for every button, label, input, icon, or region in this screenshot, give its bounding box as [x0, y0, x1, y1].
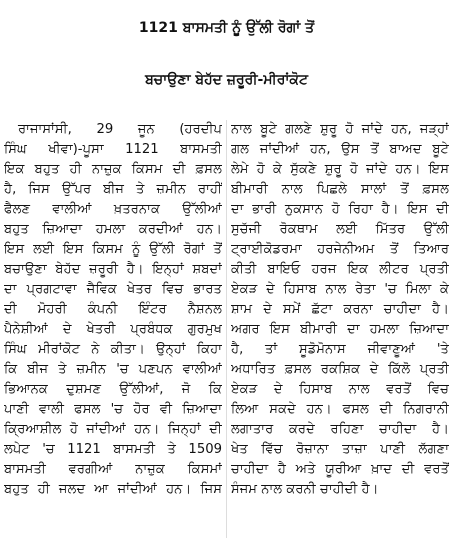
column-divider — [226, 120, 227, 538]
article-line: ਹੈ, ਜਿਸ ਉੱਪਰ ਬੀਜ ਤੇ ਜ਼ਮੀਨ ਰਾਹੀਂ — [4, 182, 222, 197]
article-line: ਸੰਜਮ ਨਾਲ ਕਰਨੀ ਚਾਹੀਦੀ ਹੈ। — [231, 482, 379, 497]
article-line: ਬਹੁਤ ਜ਼ਿਆਦਾ ਹਮਲਾ ਕਰਦੀਆਂ ਹਨ। — [4, 222, 222, 237]
article-line: ਲਿਆ ਸਕਦੇ ਹਨ। ਫਸਲ ਦੀ ਨਿਗਰਾਨੀ — [231, 402, 449, 417]
article-line: ਫੈਲਣ ਵਾਲੀਆਂ ਖ਼ਤਰਨਾਕ ਉੱਲੀਆਂ — [4, 202, 222, 217]
article-line: ਦੀ ਮੋਹਰੀ ਕੰਪਨੀ ਇੰਟਰ ਨੈਸ਼ਨਲ — [4, 302, 222, 317]
article-line: ਕਿ ਬੀਜ ਤੇ ਜ਼ਮੀਨ 'ਚ ਪਣਪਨ ਵਾਲੀਆਂ — [4, 362, 222, 377]
article-column-right — [231, 120, 449, 500]
article-line: ਸੁਚੱਜੀ ਰੋਕਥਾਮ ਲਈ ਮਿੱਤਰ ਉੱਲੀ — [231, 222, 449, 237]
article-line: ਪਾਣੀ ਵਾਲੀ ਫਸਲ 'ਚ ਹੋਰ ਵੀ ਜ਼ਿਆਦਾ — [4, 402, 222, 417]
article-line: ਦਾ ਭਾਰੀ ਨੁਕਸਾਨ ਹੋ ਰਿਹਾ ਹੈ। ਇਸ ਦੀ — [231, 202, 449, 217]
article-line: ਲਪੇਟ 'ਚ 1121 ਬਾਸਮਤੀ ਤੇ 1509 — [4, 442, 222, 457]
article-line: ਇਸ ਲਈ ਇਸ ਕਿਸਮ ਨੂੰ ਉੱਲੀ ਰੋਗਾਂ ਤੋਂ — [4, 242, 222, 257]
article-line: ਸਿੰਘ ਖੀਵਾ)-ਪੂਸਾ 1121 ਬਾਸਮਤੀ — [4, 142, 222, 157]
article-line: ਦਾ ਪ੍ਰਗਟਾਵਾ ਜੈਵਿਕ ਖੇਤਰ ਵਿਚ ਭਾਰਤ — [4, 282, 222, 297]
article-line: ਅਧਾਰਿਤ ਫ਼ਸਲ ਰਕਸ਼ਿਕ ਦੇ ਕਿੱਲੋ ਪ੍ਰਤੀ — [231, 362, 449, 377]
article-line: ਹੈ, ਤਾਂ ਸੂਡੋਮੋਨਾਸ ਜੀਵਾਣੂਆਂ 'ਤੇ — [231, 342, 449, 357]
article-line: ਬਚਾਉਣਾ ਬੇਹੱਦ ਜ਼ਰੂਰੀ ਹੈ। ਇਨ੍ਹਾਂ ਸ਼ਬਦਾਂ — [4, 262, 222, 277]
article-line: ਕ੍ਰਿਆਸ਼ੀਲ ਹੋ ਜਾਂਦੀਆਂ ਹਨ। ਜਿਨ੍ਹਾਂ ਦੀ — [4, 422, 222, 437]
article-body — [4, 120, 449, 540]
article-line: ਗਲ ਜਾਂਦੀਆਂ ਹਨ, ਉਸ ਤੋਂ ਬਾਅਦ ਬੂਟੇ — [231, 142, 449, 157]
article-line: ਨਾਲ ਬੂਟੇ ਗਲਣੇ ਸ਼ੁਰੂ ਹੋ ਜਾਂਦੇ ਹਨ, ਜੜ੍ਹਾਂ — [231, 122, 449, 137]
article-line: ਬਹੁਤ ਹੀ ਜਲਦ ਆ ਜਾਂਦੀਆਂ ਹਨ। ਜਿਸ — [4, 482, 222, 497]
article-line: ਬਾਸਮਤੀ ਵਰਗੀਆਂ ਨਾਜ਼ੁਕ ਕਿਸਮਾਂ — [4, 462, 222, 477]
headline-line-1: 1121 ਬਾਸਮਤੀ ਨੂੰ ਉੱਲੀ ਰੋਗਾਂ ਤੋਂ — [138, 20, 315, 36]
article-line: ਏਕੜ ਦੇ ਹਿਸਾਬ ਨਾਲ ਰੇਤਾ 'ਚ ਮਿਲਾ ਕੇ — [231, 282, 449, 297]
article-line: ਕੀਤੀ ਬਾਇਓ ਹਰਜ ਇਕ ਲੀਟਰ ਪ੍ਰਤੀ — [231, 262, 449, 277]
article-line: ਪੈਨੇਸ਼ੀਆਂ ਦੇ ਖੇਤਰੀ ਪ੍ਰਬੰਧਕ ਗੁਰਮੁਖ — [4, 322, 222, 337]
article-line: ਬੀਮਾਰੀ ਨਾਲ ਪਿਛਲੇ ਸਾਲਾਂ ਤੋਂ ਫ਼ਸਲ — [231, 182, 449, 197]
article-line: ਟ੍ਰਾਈਕੋਡਰਮਾ ਹਰਜੇਨੀਅਮ ਤੋਂ ਤਿਆਰ — [231, 242, 449, 257]
article-line: ਲੇਮੇ ਹੋ ਕੇ ਸੁੱਕਣੇ ਸ਼ੁਰੂ ਹੋ ਜਾਂਦੇ ਹਨ। ਇਸ — [231, 162, 449, 177]
article-line: ਅਗਰ ਇਸ ਬੀਮਾਰੀ ਦਾ ਹਮਲਾ ਜ਼ਿਆਦਾ — [231, 322, 449, 337]
article-line: ਲਗਾਤਾਰ ਕਰਦੇ ਰਹਿਣਾ ਚਾਹੀਦਾ ਹੈ। — [231, 422, 449, 437]
article-line: ਇਕ ਬਹੁਤ ਹੀ ਨਾਜ਼ੁਕ ਕਿਸਮ ਦੀ ਫ਼ਸਲ — [4, 162, 222, 177]
article-line: ਸਿੰਘ ਮੀਰਾਂਕੋਟ ਨੇ ਕੀਤਾ। ਉਨ੍ਹਾਂ ਕਿਹਾ — [4, 342, 222, 357]
article-line: ਰਾਜਾਸਾਂਸੀ, 29 ਜੂਨ (ਹਰਦੀਪ — [18, 122, 222, 137]
article-line: ਸ਼ਾਮ ਦੇ ਸਮੇਂ ਛੱਟਾ ਕਰਨਾ ਚਾਹੀਦਾ ਹੈ। — [231, 302, 449, 317]
article-line: ਚਾਹੀਦਾ ਹੈ ਅਤੇ ਯੂਰੀਆ ਖ਼ਾਦ ਦੀ ਵਰਤੋਂ — [231, 462, 449, 477]
headline-line-2: ਬਚਾਉਣਾ ਬੇਹੱਦ ਜ਼ਰੂਰੀ-ਮੀਰਾਂਕੋਟ — [145, 72, 308, 88]
article-line: ਏਕੜ ਦੇ ਹਿਸਾਬ ਨਾਲ ਵਰਤੋਂ ਵਿਚ — [231, 382, 449, 397]
article-line: ਭਿਆਨਕ ਦੁਸ਼ਮਣ ਉੱਲੀਆਂ, ਜੋ ਕਿ — [4, 382, 222, 397]
article-line: ਖੇਤ ਵਿੱਚ ਰੋਜ਼ਾਨਾ ਤਾਜ਼ਾ ਪਾਣੀ ਲੱਗਣਾ — [231, 442, 449, 457]
article-column-left — [4, 120, 222, 500]
